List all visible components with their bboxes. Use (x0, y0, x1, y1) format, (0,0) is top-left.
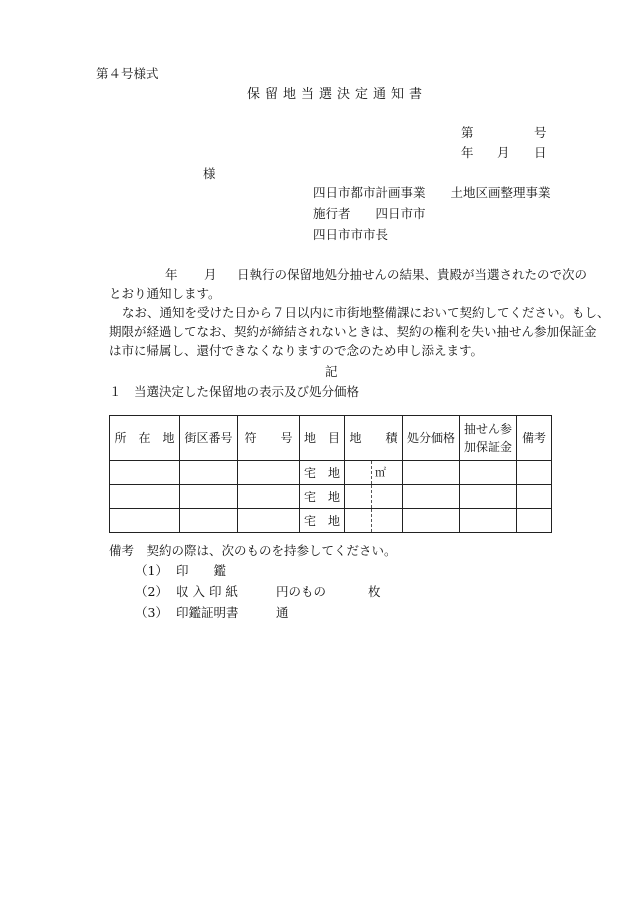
header-deposit-line1: 抽せん参 (463, 422, 512, 436)
doc-number-suffix: 号 (534, 125, 547, 140)
note-2-label: 収 入 印 紙 (176, 584, 238, 599)
header-block: 街区番号 (180, 416, 238, 461)
issuer-mayor: 四日市市市長 (313, 227, 389, 242)
cell-block (180, 509, 238, 533)
header-price: 処分価格 (403, 416, 460, 461)
form-number: 第４号様式 (96, 66, 159, 81)
cell-area (345, 485, 403, 509)
cell-price (403, 461, 460, 485)
cell-category: 宅 地 (300, 509, 345, 533)
area-divider (371, 509, 372, 532)
document-title: 保留地当選決定通知書 (247, 87, 428, 102)
body-line5: は市に帰属し、還付できなくなりますので念のため申し添えます。 (109, 343, 484, 358)
cell-location (110, 509, 180, 533)
cell-price (403, 509, 460, 533)
header-deposit-line2: 加保証金 (463, 440, 512, 454)
note-3-mid: 通 (276, 605, 289, 620)
cell-deposit (460, 509, 517, 533)
section-1-heading: １ 当選決定した保留地の表示及び処分価格 (109, 384, 360, 399)
table-row (110, 485, 552, 509)
lot-table (109, 415, 552, 533)
issuer-executor: 施行者 四日市市 (313, 206, 426, 221)
header-remarks: 備考 (517, 416, 552, 461)
body-line3: なお、通知を受けた日から７日以内に市街地整備課において契約してください。もし、 (122, 305, 610, 320)
cell-price (403, 485, 460, 509)
cell-area (345, 509, 403, 533)
cell-area (345, 461, 403, 485)
cell-lot (238, 509, 300, 533)
cell-deposit (460, 485, 517, 509)
addressee-suffix: 様 (203, 166, 216, 181)
cell-location (110, 461, 180, 485)
date-day: 日 (534, 145, 547, 160)
table-row (110, 509, 552, 533)
cell-remarks (517, 509, 552, 533)
ki-marker: 記 (325, 364, 338, 379)
header-deposit (460, 416, 517, 461)
cell-lot (238, 485, 300, 509)
area-unit: ㎡ (375, 466, 386, 479)
header-lot: 符 号 (238, 416, 300, 461)
body-line4: 期限が経過してなお、契約が締結されないときは、契約の権利を失い抽せん参加保証金 (109, 324, 597, 339)
cell-category: 宅 地 (300, 485, 345, 509)
cell-location (110, 485, 180, 509)
date-year: 年 (461, 145, 474, 160)
table-header-row (110, 416, 552, 461)
note-3-label: 印鑑証明書 (176, 605, 239, 620)
body-year: 年 (165, 267, 178, 282)
note-1-number: （1） (135, 563, 168, 578)
note-2-number: （2） (135, 584, 168, 599)
cell-deposit (460, 461, 517, 485)
date-month: 月 (497, 145, 510, 160)
note-1-label: 印 鑑 (176, 563, 227, 578)
notes-heading: 備考 契約の際は、次のものを持参してください。 (109, 543, 397, 558)
issuer-project: 四日市都市計画事業 土地区画整理事業 (313, 185, 551, 200)
area-divider (371, 461, 372, 484)
body-line2: とおり通知します。 (109, 286, 221, 301)
note-2-mid: 円のもの (276, 584, 327, 599)
cell-lot (238, 461, 300, 485)
cell-block (180, 461, 238, 485)
note-3-number: （3） (135, 605, 168, 620)
cell-remarks (517, 485, 552, 509)
cell-remarks (517, 461, 552, 485)
area-divider (371, 485, 372, 508)
table-row (110, 461, 552, 485)
body-month: 月 (204, 267, 217, 282)
body-line1: 日執行の保留地処分抽せんの結果、貴殿が当選されたので次の (237, 267, 588, 282)
doc-number-prefix: 第 (461, 125, 474, 140)
note-2-tail: 枚 (368, 584, 381, 599)
cell-block (180, 485, 238, 509)
cell-category: 宅 地 (300, 461, 345, 485)
header-area: 地 積 (345, 416, 403, 461)
header-location: 所 在 地 (110, 416, 180, 461)
header-category: 地 目 (300, 416, 345, 461)
